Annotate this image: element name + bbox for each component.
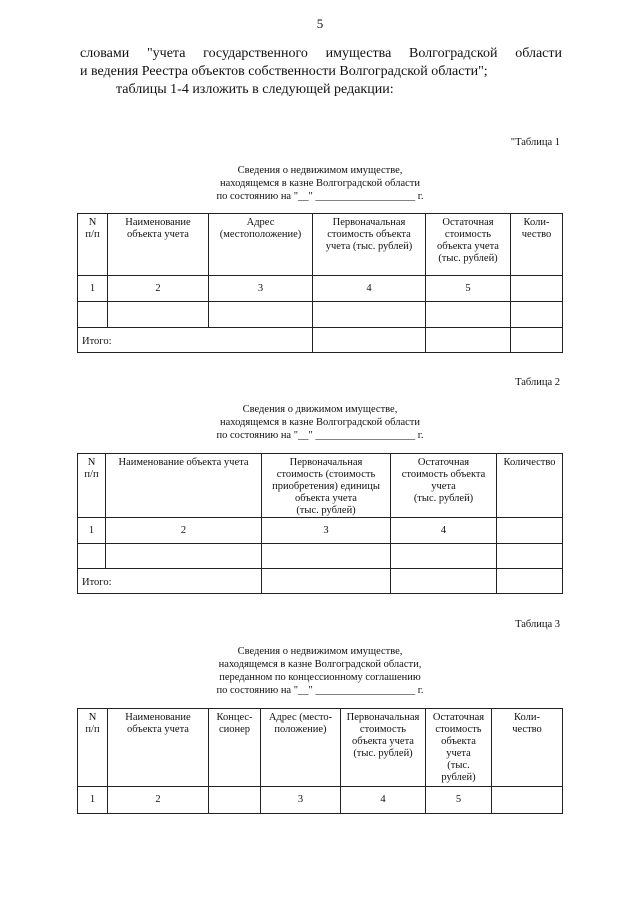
number-cell: 1 <box>78 276 108 302</box>
header-cell: Коли- чество <box>492 709 563 787</box>
intro-line-2: и ведения Реестра объектов собственности Волгоградской области"; <box>80 64 488 79</box>
header-cell: Концес- сионер <box>209 709 261 787</box>
page-number: 5 <box>316 16 324 31</box>
number-cell: 3 <box>262 518 391 544</box>
header-cell: Количество <box>497 454 563 518</box>
caption-line: Сведения о недвижимом имуществе, <box>237 165 403 176</box>
caption-line: Сведения о движимом имуществе, <box>242 404 398 415</box>
total-label: Итого: <box>78 569 262 594</box>
header-cell: Наименование объекта учета <box>108 214 209 276</box>
table1-total-row <box>78 328 563 353</box>
intro-line-1: словами "учета государственного имущества Волгоградской области <box>80 46 562 61</box>
table3-number-row <box>78 787 563 814</box>
number-cell: 5 <box>426 276 511 302</box>
number-cell: 2 <box>108 787 209 814</box>
table1-caption <box>180 164 460 203</box>
table1 <box>77 213 563 353</box>
table1-empty-row <box>78 302 563 328</box>
number-cell <box>209 787 261 814</box>
header-cell: Первоначальная стоимость (стоимость приобретения) единицы объекта учета (тыс. рублей) <box>262 454 391 518</box>
caption-line: находящемся в казне Волгоградской области <box>219 417 421 428</box>
number-cell <box>497 518 563 544</box>
number-cell: 3 <box>261 787 341 814</box>
table2-label: Таблица 2 <box>515 377 560 388</box>
header-cell: Остаточная стоимость объекта учета (тыс. рублей) <box>426 709 492 787</box>
caption-line: по состоянию на "__" ___________________ г. <box>216 685 424 696</box>
header-cell: Наименование объекта учета <box>108 709 209 787</box>
intro-line-3: таблицы 1-4 изложить в следующей редакции: <box>116 82 394 97</box>
caption-line: находящемся в казне Волгоградской области, <box>218 659 422 670</box>
header-cell: Остаточная стоимость объекта учета (тыс. рублей) <box>391 454 497 518</box>
header-cell: N п/п <box>78 214 108 276</box>
header-cell: Остаточная стоимость объекта учета (тыс. рублей) <box>426 214 511 276</box>
table2-number-row <box>78 518 563 544</box>
table3-header-row <box>78 709 563 787</box>
table3 <box>77 708 563 814</box>
number-cell: 4 <box>313 276 426 302</box>
number-cell: 1 <box>78 787 108 814</box>
caption-line: переданном по концессионному соглашению <box>219 672 421 683</box>
number-cell: 4 <box>391 518 497 544</box>
header-cell: Наименование объекта учета <box>106 454 262 518</box>
number-cell: 1 <box>78 518 106 544</box>
header-cell: Адрес (место- положение) <box>261 709 341 787</box>
caption-line: находящемся в казне Волгоградской области <box>219 178 421 189</box>
total-label: Итого: <box>78 328 313 353</box>
caption-line: по состоянию на "__" ___________________ г. <box>216 191 424 202</box>
number-cell: 2 <box>108 276 209 302</box>
caption-line: по состоянию на "__" ___________________ г. <box>216 430 424 441</box>
header-cell: N п/п <box>78 709 108 787</box>
table2-header-row <box>78 454 563 518</box>
number-cell <box>511 276 563 302</box>
table1-number-row <box>78 276 563 302</box>
table3-caption <box>180 645 460 697</box>
number-cell: 5 <box>426 787 492 814</box>
caption-line: Сведения о недвижимом имуществе, <box>237 646 403 657</box>
header-cell: Коли- чество <box>511 214 563 276</box>
table3-label: Таблица 3 <box>515 619 560 630</box>
number-cell: 3 <box>209 276 313 302</box>
header-cell: N п/п <box>78 454 106 518</box>
table2-empty-row <box>78 544 563 569</box>
table1-label: "Таблица 1 <box>510 137 560 148</box>
header-cell: Первоначальная стоимость объекта учета (тыс. рублей) <box>313 214 426 276</box>
table2-caption <box>180 403 460 442</box>
table2 <box>77 453 563 594</box>
table2-total-row <box>78 569 563 594</box>
number-cell: 2 <box>106 518 262 544</box>
header-cell: Адрес (местоположение) <box>209 214 313 276</box>
table1-header-row <box>78 214 563 276</box>
number-cell: 4 <box>341 787 426 814</box>
header-cell: Первоначальная стоимость объекта учета (тыс. рублей) <box>341 709 426 787</box>
number-cell <box>492 787 563 814</box>
